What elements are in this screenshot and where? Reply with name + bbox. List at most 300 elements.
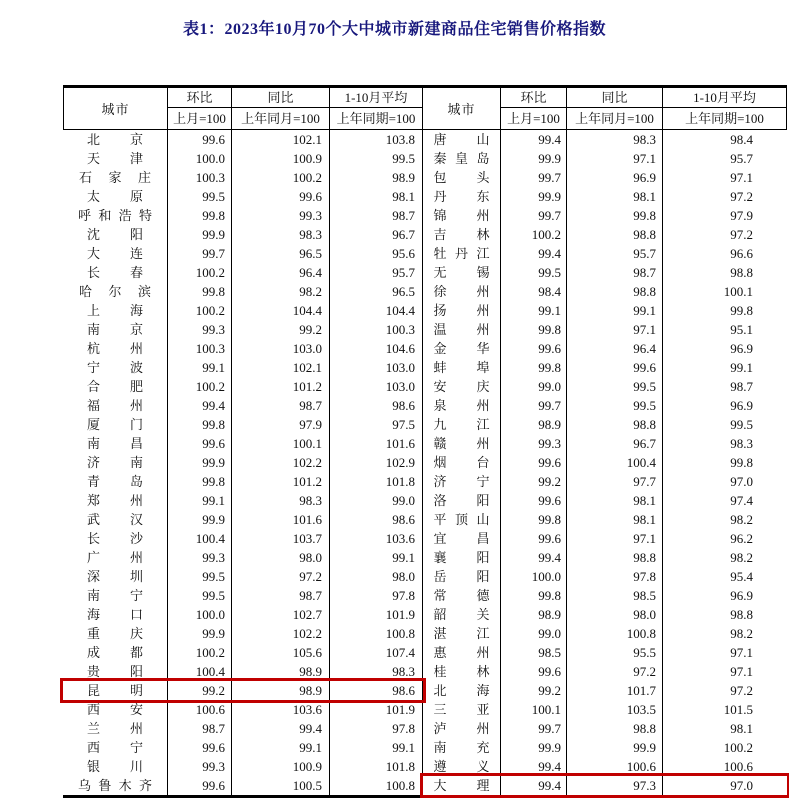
yoy-value-cell: 100.9 — [232, 757, 330, 776]
header-avg-base: 上年同期=100 — [336, 111, 416, 126]
row-right-half — [423, 301, 787, 320]
avg-value-cell: 97.9 — [730, 208, 753, 223]
city-name: 包 头 — [433, 170, 490, 185]
avg-value-cell: 96.9 — [730, 398, 753, 413]
avg-value-cell: 99.5 — [730, 417, 753, 432]
city-cell — [423, 529, 501, 548]
mom-value-cell: 99.4 — [501, 130, 567, 149]
table-row — [63, 168, 787, 187]
avg-value-cell: 96.5 — [330, 282, 423, 301]
city-name: 唐 山 — [433, 132, 490, 147]
row-left-half — [63, 263, 423, 282]
row-left-half — [63, 301, 423, 320]
header-mom-label: 环比 — [168, 88, 231, 108]
city-cell — [63, 339, 168, 358]
row-left-half — [63, 491, 423, 510]
yoy-value-cell: 96.4 — [232, 263, 330, 282]
avg-value-cell: 101.9 — [330, 700, 423, 719]
avg-value-cell: 99.8 — [730, 455, 753, 470]
row-left-half — [63, 567, 423, 586]
city-cell — [423, 757, 501, 776]
yoy-value-cell: 98.8 — [567, 548, 663, 567]
avg-value-cell: 96.6 — [730, 246, 753, 261]
avg-value-cell: 98.1 — [730, 721, 753, 736]
table-row — [63, 244, 787, 263]
city-cell — [63, 225, 168, 244]
mom-value-cell: 99.6 — [168, 434, 232, 453]
city-cell — [423, 434, 501, 453]
avg-value-cell: 98.9 — [330, 168, 423, 187]
table-row — [63, 225, 787, 244]
avg-value-cell: 101.8 — [330, 757, 423, 776]
city-cell — [423, 206, 501, 225]
avg-value-cell: 98.4 — [730, 132, 753, 147]
city-cell — [423, 662, 501, 681]
city-cell — [423, 700, 501, 719]
avg-value-cell: 107.4 — [330, 643, 423, 662]
mom-value-cell: 98.9 — [501, 415, 567, 434]
city-cell — [63, 396, 168, 415]
city-name: 兰 州 — [87, 721, 143, 736]
avg-value-cell: 95.7 — [330, 263, 423, 282]
yoy-value-cell: 105.6 — [232, 643, 330, 662]
city-cell — [423, 624, 501, 643]
avg-value-cell: 97.5 — [330, 415, 423, 434]
header-mom-base: 上月=100 — [173, 111, 226, 126]
city-name: 金 华 — [433, 341, 490, 356]
yoy-value-cell: 103.6 — [232, 700, 330, 719]
mom-value-cell: 100.3 — [168, 168, 232, 187]
table-row — [63, 700, 787, 719]
yoy-value-cell: 98.0 — [567, 605, 663, 624]
mom-value-cell: 99.8 — [501, 358, 567, 377]
yoy-value-cell: 99.5 — [567, 396, 663, 415]
mom-value-cell: 99.5 — [168, 567, 232, 586]
header-city-right: 城市 — [423, 88, 501, 129]
mom-value-cell: 100.6 — [168, 700, 232, 719]
city-name: 成 都 — [87, 645, 143, 660]
city-cell — [423, 168, 501, 187]
table-row — [63, 510, 787, 529]
mom-value-cell: 99.4 — [501, 548, 567, 567]
mom-value-cell: 99.8 — [501, 510, 567, 529]
table-row — [63, 149, 787, 168]
highlighted-row-right-half — [423, 776, 787, 795]
yoy-value-cell: 97.1 — [567, 149, 663, 168]
mom-value-cell: 99.7 — [501, 396, 567, 415]
table-row — [63, 586, 787, 605]
table-row — [63, 548, 787, 567]
yoy-value-cell: 100.2 — [232, 168, 330, 187]
row-right-half — [423, 624, 787, 643]
city-name: 襄 阳 — [433, 550, 490, 565]
mom-value-cell: 99.0 — [501, 624, 567, 643]
row-left-half — [63, 719, 423, 738]
table-row — [63, 757, 787, 776]
row-left-half — [63, 510, 423, 529]
city-name: 广 州 — [87, 550, 143, 565]
row-right-half — [423, 415, 787, 434]
yoy-value-cell: 104.4 — [232, 301, 330, 320]
yoy-value-cell: 96.9 — [567, 168, 663, 187]
yoy-value-cell: 98.1 — [567, 187, 663, 206]
city-name: 平 顶 山 — [433, 512, 490, 527]
mom-value-cell: 99.6 — [168, 776, 232, 795]
city-name: 杭 州 — [87, 341, 143, 356]
table-row — [63, 643, 787, 662]
row-left-half — [63, 415, 423, 434]
avg-value-cell: 98.2 — [730, 512, 753, 527]
city-cell — [423, 377, 501, 396]
mom-value-cell: 100.3 — [168, 339, 232, 358]
city-cell — [63, 681, 168, 700]
city-cell — [63, 586, 168, 605]
avg-value-cell: 97.0 — [730, 778, 753, 793]
row-right-half — [423, 320, 787, 339]
city-name: 遵 义 — [433, 759, 490, 774]
city-cell — [423, 358, 501, 377]
yoy-value-cell: 97.7 — [567, 472, 663, 491]
city-name: 洛 阳 — [433, 493, 490, 508]
row-left-half — [63, 377, 423, 396]
row-right-half — [423, 434, 787, 453]
yoy-value-cell: 99.9 — [567, 738, 663, 757]
city-cell — [63, 491, 168, 510]
avg-value-cell: 96.9 — [730, 341, 753, 356]
table-row — [63, 263, 787, 282]
city-cell — [63, 510, 168, 529]
row-right-half — [423, 491, 787, 510]
table-header — [63, 88, 787, 130]
avg-value-cell: 97.2 — [730, 189, 753, 204]
mom-value-cell: 99.6 — [168, 130, 232, 149]
city-name: 长 沙 — [87, 531, 143, 546]
city-name: 呼 和 浩 特 — [78, 208, 152, 223]
avg-value-cell: 97.0 — [730, 474, 753, 489]
city-name: 泉 州 — [433, 398, 490, 413]
mom-value-cell: 99.2 — [501, 681, 567, 700]
row-left-half — [63, 548, 423, 567]
row-left-half — [63, 757, 423, 776]
table-row — [63, 377, 787, 396]
mom-value-cell: 99.1 — [501, 301, 567, 320]
city-name: 南 京 — [87, 322, 143, 337]
mom-value-cell: 99.3 — [168, 548, 232, 567]
city-name: 宁 波 — [87, 360, 143, 375]
city-name: 扬 州 — [433, 303, 490, 318]
yoy-value-cell: 101.2 — [232, 472, 330, 491]
yoy-value-cell: 96.4 — [567, 339, 663, 358]
avg-value-cell: 99.5 — [330, 149, 423, 168]
city-cell — [423, 491, 501, 510]
city-cell — [423, 719, 501, 738]
mom-value-cell: 100.0 — [501, 567, 567, 586]
city-cell — [63, 320, 168, 339]
city-name: 惠 州 — [433, 645, 490, 660]
mom-value-cell: 99.5 — [168, 586, 232, 605]
yoy-value-cell: 99.2 — [232, 320, 330, 339]
avg-value-cell: 98.0 — [330, 567, 423, 586]
city-name: 乌 鲁 木 齐 — [78, 778, 152, 793]
table-row — [63, 624, 787, 643]
city-name: 湛 江 — [433, 626, 490, 641]
row-right-half — [423, 168, 787, 187]
avg-value-cell: 97.1 — [730, 664, 753, 679]
row-left-half — [63, 472, 423, 491]
city-name: 九 江 — [433, 417, 490, 432]
city-cell — [63, 301, 168, 320]
city-cell — [63, 206, 168, 225]
mom-value-cell: 99.9 — [168, 225, 232, 244]
avg-value-cell: 101.5 — [723, 702, 753, 717]
mom-value-cell: 99.1 — [168, 491, 232, 510]
table-row — [63, 453, 787, 472]
yoy-value-cell: 99.4 — [232, 719, 330, 738]
avg-value-cell: 95.6 — [330, 244, 423, 263]
row-left-half — [63, 187, 423, 206]
mom-value-cell: 99.7 — [501, 206, 567, 225]
city-name: 桂 林 — [433, 664, 490, 679]
city-name: 锦 州 — [433, 208, 490, 223]
table-row — [63, 662, 787, 681]
row-left-half — [63, 700, 423, 719]
avg-value-cell: 97.8 — [330, 586, 423, 605]
city-cell — [423, 301, 501, 320]
avg-value-cell: 104.6 — [330, 339, 423, 358]
table-row — [63, 339, 787, 358]
mom-value-cell: 99.2 — [168, 681, 232, 700]
city-name: 深 圳 — [87, 569, 143, 584]
yoy-value-cell: 99.1 — [232, 738, 330, 757]
mom-value-cell: 98.7 — [168, 719, 232, 738]
yoy-value-cell: 102.2 — [232, 624, 330, 643]
avg-value-cell: 98.8 — [730, 607, 753, 622]
header-yoy-base: 上年同月=100 — [575, 111, 654, 126]
mom-value-cell: 99.5 — [168, 187, 232, 206]
table-row — [63, 320, 787, 339]
city-name: 贵 阳 — [87, 664, 143, 679]
yoy-value-cell: 100.5 — [232, 776, 330, 795]
avg-value-cell: 98.3 — [730, 436, 753, 451]
mom-value-cell: 99.8 — [501, 586, 567, 605]
row-left-half — [63, 434, 423, 453]
city-cell — [63, 130, 168, 149]
avg-value-cell: 100.1 — [723, 284, 753, 299]
yoy-value-cell: 102.1 — [232, 130, 330, 149]
city-cell — [423, 472, 501, 491]
avg-value-cell: 97.1 — [730, 645, 753, 660]
city-name: 银 川 — [87, 759, 143, 774]
table-row — [63, 415, 787, 434]
yoy-value-cell: 99.1 — [567, 301, 663, 320]
avg-value-cell: 98.8 — [730, 265, 753, 280]
price-index-table — [63, 85, 787, 798]
avg-value-cell: 99.0 — [330, 491, 423, 510]
mom-value-cell: 100.4 — [168, 662, 232, 681]
mom-value-cell: 99.3 — [501, 434, 567, 453]
yoy-value-cell: 98.3 — [232, 225, 330, 244]
row-right-half — [423, 643, 787, 662]
table-row — [63, 396, 787, 415]
avg-value-cell: 103.0 — [330, 358, 423, 377]
yoy-value-cell: 97.9 — [232, 415, 330, 434]
row-right-half — [423, 244, 787, 263]
city-name: 徐 州 — [433, 284, 490, 299]
city-name: 海 口 — [87, 607, 143, 622]
city-cell — [423, 681, 501, 700]
city-name: 三 亚 — [433, 702, 490, 717]
yoy-value-cell: 98.8 — [567, 415, 663, 434]
avg-value-cell: 98.6 — [330, 510, 423, 529]
table-row — [63, 187, 787, 206]
mom-value-cell: 99.6 — [501, 529, 567, 548]
avg-value-cell: 100.2 — [723, 740, 753, 755]
city-cell — [423, 396, 501, 415]
city-cell — [63, 757, 168, 776]
mom-value-cell: 99.4 — [501, 757, 567, 776]
mom-value-cell: 99.4 — [501, 244, 567, 263]
avg-value-cell: 99.1 — [330, 738, 423, 757]
avg-value-cell: 99.8 — [730, 303, 753, 318]
yoy-value-cell: 99.5 — [567, 377, 663, 396]
mom-value-cell: 99.6 — [501, 491, 567, 510]
city-name: 合 肥 — [87, 379, 143, 394]
mom-value-cell: 100.2 — [168, 377, 232, 396]
city-name: 上 海 — [87, 303, 143, 318]
yoy-value-cell: 95.7 — [567, 244, 663, 263]
mom-value-cell: 99.3 — [168, 757, 232, 776]
avg-value-cell: 98.6 — [330, 396, 423, 415]
row-right-half — [423, 662, 787, 681]
city-name: 石 家 庄 — [79, 170, 151, 185]
avg-value-cell: 103.6 — [330, 529, 423, 548]
mom-value-cell: 99.8 — [168, 206, 232, 225]
city-name: 岳 阳 — [433, 569, 490, 584]
row-left-half — [63, 662, 423, 681]
avg-value-cell: 98.2 — [730, 626, 753, 641]
row-right-half — [423, 339, 787, 358]
avg-value-cell: 98.7 — [330, 206, 423, 225]
row-right-half — [423, 529, 787, 548]
row-left-half — [63, 605, 423, 624]
avg-value-cell: 95.7 — [730, 151, 753, 166]
yoy-value-cell: 100.1 — [232, 434, 330, 453]
header-mom-label: 环比 — [501, 88, 566, 108]
avg-value-cell: 97.4 — [730, 493, 753, 508]
avg-value-cell: 100.8 — [330, 624, 423, 643]
yoy-value-cell: 98.7 — [232, 586, 330, 605]
yoy-value-cell: 99.6 — [567, 358, 663, 377]
city-cell — [63, 719, 168, 738]
row-right-half — [423, 586, 787, 605]
mom-value-cell: 99.9 — [501, 187, 567, 206]
row-left-half — [63, 206, 423, 225]
city-cell — [63, 187, 168, 206]
yoy-value-cell: 97.2 — [567, 662, 663, 681]
row-left-half — [63, 776, 423, 795]
avg-value-cell: 103.8 — [330, 130, 423, 149]
city-name: 宜 昌 — [433, 531, 490, 546]
avg-value-cell: 98.7 — [730, 379, 753, 394]
header-mom-base: 上月=100 — [507, 111, 560, 126]
row-right-half — [423, 548, 787, 567]
city-cell — [423, 263, 501, 282]
city-cell — [423, 586, 501, 605]
page-title: 表1：2023年10月70个大中城市新建商品住宅销售价格指数 — [182, 21, 606, 38]
yoy-value-cell: 103.7 — [232, 529, 330, 548]
mom-value-cell: 99.6 — [501, 453, 567, 472]
yoy-value-cell: 98.9 — [232, 681, 330, 700]
mom-value-cell: 99.2 — [501, 472, 567, 491]
city-cell — [63, 282, 168, 301]
city-cell — [63, 244, 168, 263]
city-cell — [423, 130, 501, 149]
city-cell — [63, 415, 168, 434]
yoy-value-cell: 99.3 — [232, 206, 330, 225]
highlighted-row-left-half — [63, 681, 423, 700]
mom-value-cell: 98.4 — [501, 282, 567, 301]
mom-value-cell: 99.8 — [168, 415, 232, 434]
row-right-half — [423, 472, 787, 491]
city-name: 昆 明 — [87, 683, 143, 698]
avg-value-cell: 97.8 — [330, 719, 423, 738]
table-row — [63, 130, 787, 149]
city-name: 南 充 — [433, 740, 490, 755]
mom-value-cell: 99.3 — [168, 320, 232, 339]
header-avg-label: 1-10月平均 — [330, 88, 422, 108]
yoy-value-cell: 96.7 — [567, 434, 663, 453]
table-row — [63, 206, 787, 225]
yoy-value-cell: 99.8 — [567, 206, 663, 225]
city-cell — [63, 358, 168, 377]
city-cell — [63, 605, 168, 624]
city-name: 济 宁 — [433, 474, 490, 489]
row-right-half — [423, 681, 787, 700]
table-row — [63, 491, 787, 510]
yoy-value-cell: 98.1 — [567, 510, 663, 529]
mom-value-cell: 100.2 — [168, 643, 232, 662]
row-left-half — [63, 624, 423, 643]
row-left-half — [63, 396, 423, 415]
row-right-half — [423, 225, 787, 244]
mom-value-cell: 99.8 — [168, 282, 232, 301]
header-col-mom-right — [501, 88, 567, 129]
avg-value-cell: 100.6 — [723, 759, 753, 774]
table-row — [63, 282, 787, 301]
city-name: 重 庆 — [87, 626, 143, 641]
row-right-half — [423, 700, 787, 719]
row-right-half — [423, 719, 787, 738]
yoy-value-cell: 98.7 — [232, 396, 330, 415]
city-name: 武 汉 — [87, 512, 143, 527]
city-name: 常 德 — [433, 588, 490, 603]
city-cell — [423, 225, 501, 244]
city-name: 长 春 — [87, 265, 143, 280]
city-cell — [423, 339, 501, 358]
city-cell — [423, 567, 501, 586]
row-right-half — [423, 358, 787, 377]
avg-value-cell: 99.1 — [330, 548, 423, 567]
city-cell — [63, 738, 168, 757]
row-right-half — [423, 453, 787, 472]
row-right-half — [423, 567, 787, 586]
avg-value-cell: 96.2 — [730, 531, 753, 546]
table-row — [63, 738, 787, 757]
table-row — [63, 567, 787, 586]
city-cell — [423, 149, 501, 168]
mom-value-cell: 98.5 — [501, 643, 567, 662]
city-name: 西 安 — [87, 702, 143, 717]
